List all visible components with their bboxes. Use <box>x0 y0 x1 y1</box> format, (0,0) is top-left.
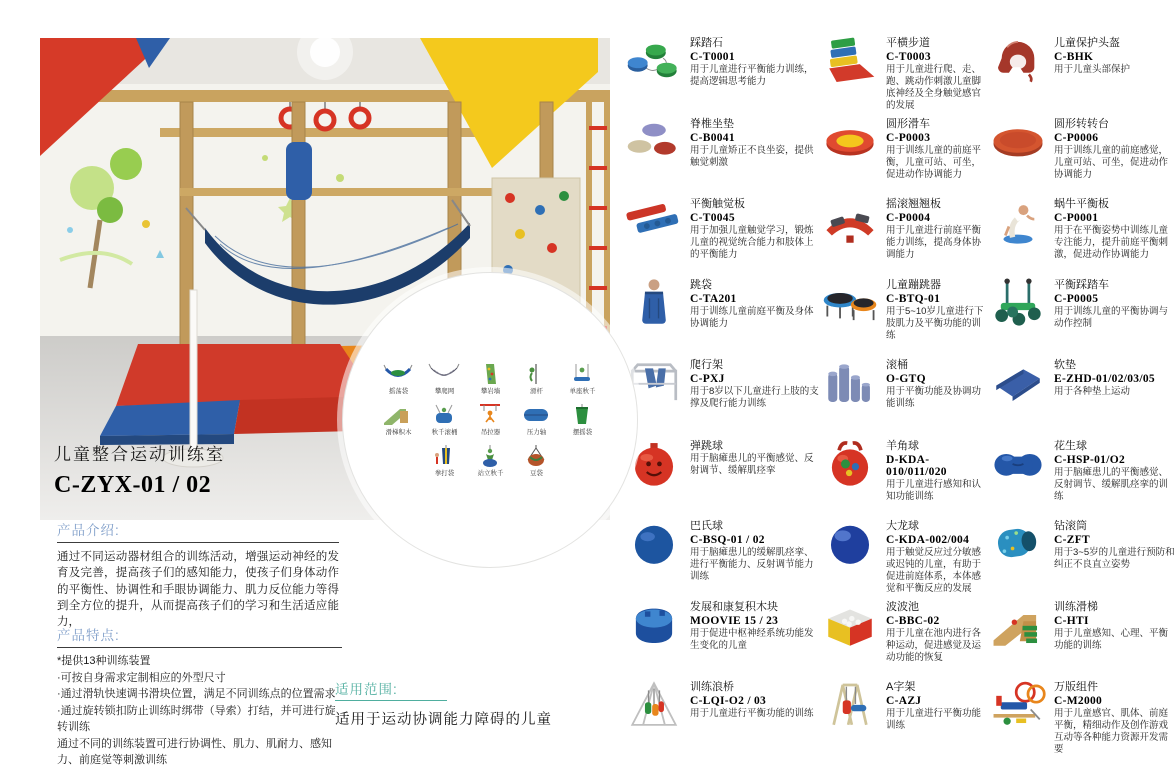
multi-kit-icon <box>988 676 1048 732</box>
product-cell <box>820 113 988 181</box>
product-text <box>690 193 820 261</box>
product-name: 万版组件 <box>1054 681 1098 693</box>
product-name: 弹跳球 <box>690 439 723 452</box>
product-model: D-KDA-010/011/020 <box>886 453 947 478</box>
product-name: 跳袋 <box>690 278 712 291</box>
product-description: 用于儿童进行平衡能力训练，提高逻辑思考能力 <box>690 64 814 88</box>
device-mini-item <box>472 444 509 478</box>
turntable-icon <box>988 113 1048 169</box>
product-text <box>886 435 988 503</box>
product-name: 波波池 <box>886 600 919 613</box>
product-cell <box>624 274 820 330</box>
product-model: O-GTQ <box>886 373 926 385</box>
product-description: 用于训练儿童的前庭感觉，儿童可站、可坐，促进动作协调能力 <box>1054 144 1169 180</box>
product-cell <box>988 32 1176 88</box>
device-mini-label: 摆摇袋 <box>572 429 592 436</box>
product-description: 用于触觉反应过分敏感或迟钝的儿童，有助于促进前庭体系，本体感觉和平衡反应的发展 <box>886 547 982 595</box>
intro-heading: 产品介绍: <box>57 519 339 543</box>
product-name: 钻滚筒 <box>1054 520 1087 532</box>
product-model: C-BTQ-01 <box>886 292 941 305</box>
product-cell <box>624 32 820 88</box>
device-mini-label: 滑梯积木 <box>385 429 411 436</box>
device-mini-label: 站立秋千 <box>477 470 503 477</box>
product-text <box>1054 676 1176 757</box>
range-body: 适用于运动协调能力障碍的儿童 <box>335 712 552 728</box>
product-description: 用于8岁以下儿童进行上肢的支撑及爬行能力训练 <box>690 386 819 410</box>
product-description: 用于儿童进行平衡功能训练 <box>886 708 982 732</box>
product-text <box>1054 596 1176 652</box>
product-model: C-P0003 <box>886 131 931 144</box>
round-scooter-icon <box>820 113 880 169</box>
product-model: C-BBC-02 <box>886 614 940 627</box>
product-name: 平衡触觉板 <box>690 198 745 210</box>
product-name: 羊角球 <box>886 439 919 452</box>
mini-slide-pole <box>518 362 555 386</box>
product-description: 用于儿童进行爬、走、跑、跳动作刺激儿童脚底神经及全身触觉感官的发展 <box>886 64 982 112</box>
product-name: A字架 <box>886 681 916 693</box>
device-mini-item <box>518 403 555 437</box>
device-mini-label: 吊拉器 <box>480 429 500 436</box>
bobath-ball-icon <box>624 515 684 571</box>
product-description: 用于儿童进行平衡功能的训练 <box>690 708 814 719</box>
device-inset-circle <box>342 272 638 568</box>
product-model: C-BHK <box>1054 51 1094 63</box>
product-cell <box>820 596 988 664</box>
product-text <box>886 193 988 261</box>
product-description: 用于训练儿童的平衡协调与动作控制 <box>1054 305 1169 329</box>
device-mini-label: 攀爬网 <box>434 388 454 395</box>
product-cell <box>820 676 988 732</box>
product-text <box>886 596 988 664</box>
product-description: 用于3~5岁的儿童进行预防和纠正不良直立姿势 <box>1054 547 1175 571</box>
product-text <box>1054 32 1176 76</box>
product-cell <box>988 274 1176 330</box>
dragon-ball-icon <box>820 515 880 571</box>
product-cell <box>988 515 1176 571</box>
product-name: 蜗牛平衡板 <box>1054 198 1109 210</box>
ball-pit-icon <box>820 596 880 652</box>
feature-item: 通过不同的训练装置可进行协调性、肌力、肌耐力、感知力、前庭觉等刺激训练 <box>57 737 332 766</box>
device-mini-item <box>564 403 601 437</box>
jump-bag-icon <box>624 274 684 330</box>
device-mini-item <box>472 362 509 396</box>
device-mini-label: 摇荡袋 <box>388 388 408 395</box>
a-frame-icon <box>820 676 880 732</box>
product-text <box>886 515 988 596</box>
product-name: 摇滚翘翘板 <box>886 198 941 210</box>
product-model: C-P0005 <box>1054 292 1099 305</box>
product-text <box>886 32 988 113</box>
mini-climb-wall <box>472 362 509 386</box>
features-heading: 产品特点: <box>57 624 342 648</box>
product-text <box>886 354 988 410</box>
device-mini-item <box>518 362 555 396</box>
product-name: 发展和康复积木块 <box>690 600 778 613</box>
device-mini-item <box>564 362 601 396</box>
product-cell <box>988 435 1176 503</box>
product-model: C-T0001 <box>690 51 735 63</box>
product-name: 儿童保护头盔 <box>1054 37 1120 49</box>
mini-stand-swing <box>472 444 509 468</box>
product-cell <box>820 32 988 113</box>
spine-cushion-icon <box>624 113 684 169</box>
features-list <box>57 653 342 769</box>
product-text <box>1054 193 1176 261</box>
product-catalog-grid <box>624 32 1176 757</box>
product-description: 用于儿童进行前庭平衡能力训练，提高身体协调能力 <box>886 225 982 261</box>
wave-bridge-icon <box>624 676 684 732</box>
device-mini-item <box>426 362 463 396</box>
product-text <box>690 676 820 720</box>
feature-item: ·通过旋转锁扣防止训练时绑带（导索）打结，并可进行旋转训练 <box>57 704 336 733</box>
rocker-board-icon <box>820 193 880 249</box>
product-text <box>690 113 820 169</box>
product-description: 用于儿童在池内进行各种运动，促进感觉及运动功能的恢复 <box>886 627 982 663</box>
product-name: 踩踏石 <box>690 37 723 49</box>
product-text <box>886 676 988 732</box>
product-name: 儿童蹦跳器 <box>886 278 941 291</box>
product-name: 花生球 <box>1054 439 1087 452</box>
product-text <box>1054 274 1176 330</box>
product-description: 用于训练儿童前庭平衡及身体协调能力 <box>690 305 814 329</box>
room-model: C-ZYX-01 / 02 <box>54 472 212 498</box>
product-cell <box>820 193 988 261</box>
room-title-block <box>54 440 225 499</box>
snail-board-icon <box>988 193 1048 249</box>
product-cell <box>624 596 820 652</box>
product-text <box>1054 435 1176 503</box>
horn-ball-icon <box>820 435 880 491</box>
mini-trapeze <box>472 403 509 427</box>
peanut-ball-icon <box>988 435 1048 491</box>
intro-body: 通过不同运动器材组合的训练活动，增强运动神经的发育及完善，提高孩子们的感知能力，使孩子们身体动作的平衡性、协调性和手眼协调能力、肌力反位能力等得到全方位的提升，从而提高孩子们的学习和生活适应能力， <box>57 551 339 629</box>
product-cell <box>820 274 988 342</box>
mini-punch-bag <box>426 444 463 468</box>
device-mini-label: 拳打袋 <box>434 470 454 477</box>
section-intro <box>57 519 339 631</box>
product-cell <box>988 113 1176 181</box>
product-description: 用于脑瘫患儿的平衡感觉、反射调节、缓解肌痉挛 <box>690 452 814 476</box>
device-mini-label: 单座秋千 <box>569 388 595 395</box>
product-description: 用于儿童进行感知和认知功能训练 <box>886 478 982 502</box>
room-title: 儿童整合运动训练室 <box>54 445 225 464</box>
balance-path-icon <box>820 32 880 88</box>
product-name: 平横步道 <box>886 37 930 49</box>
device-mini-label: 秋千滚桶 <box>431 429 457 436</box>
product-name: 爬行架 <box>690 359 723 371</box>
feature-item: ·可按自身需求定制相应的外型尺寸 <box>57 671 226 684</box>
product-text <box>690 32 820 88</box>
mini-barrel-swing <box>426 403 463 427</box>
product-text <box>690 354 820 410</box>
product-name: 圆形转转台 <box>1054 117 1109 130</box>
product-name: 巴氏球 <box>690 520 723 532</box>
product-model: C-TA201 <box>690 292 737 305</box>
feature-item: *提供13种训练装置 <box>57 655 151 667</box>
product-text <box>1054 515 1176 571</box>
product-description: 用于儿童感官、肌体、前庭平衡，精细动作及创作游戏互动等各种能力资源开发需要 <box>1054 708 1169 756</box>
mini-slide-blocks <box>380 403 417 427</box>
device-mini-label: 压力轴 <box>526 429 546 436</box>
mini-climb-net <box>426 362 463 386</box>
device-mini-item <box>518 444 555 478</box>
product-model: C-LQI-O2 / 03 <box>690 695 767 707</box>
mini-hammock-bag <box>380 362 417 386</box>
product-text <box>690 274 820 330</box>
product-text <box>1054 354 1176 398</box>
product-cell <box>624 113 820 169</box>
product-cell <box>820 435 988 503</box>
product-text <box>690 515 820 583</box>
product-description: 用于儿童头部保护 <box>1054 64 1131 75</box>
mini-pressure-roller <box>518 403 555 427</box>
product-text <box>886 274 988 342</box>
product-text <box>1054 113 1176 181</box>
helmet-icon <box>988 32 1048 88</box>
product-cell <box>820 354 988 410</box>
mini-sway-bag <box>564 403 601 427</box>
product-cell <box>988 193 1176 261</box>
product-name: 平衡踩踏车 <box>1054 278 1109 291</box>
product-model: C-P0004 <box>886 212 931 224</box>
product-cell <box>624 435 820 491</box>
device-mini-label: 攀岩墙 <box>480 388 500 395</box>
product-model: C-KDA-002/004 <box>886 534 970 546</box>
device-mini-item <box>380 362 417 396</box>
product-model: C-T0003 <box>886 51 931 63</box>
product-model: C-BSQ-01 / 02 <box>690 534 765 546</box>
product-cell <box>820 515 988 596</box>
product-model: C-B0041 <box>690 131 735 144</box>
device-mini-label: 豆袋 <box>529 470 543 477</box>
device-mini-item <box>426 444 463 478</box>
product-model: C-AZJ <box>886 695 922 707</box>
product-cell <box>988 354 1176 410</box>
product-model: C-HTI <box>1054 614 1089 627</box>
product-cell <box>624 676 820 732</box>
product-text <box>886 113 988 181</box>
product-cell <box>624 354 820 410</box>
product-model: MOOVIE 15 / 23 <box>690 614 779 627</box>
product-model: E-ZHD-01/02/03/05 <box>1054 373 1155 385</box>
product-model: C-ZFT <box>1054 534 1090 546</box>
product-model: C-PXJ <box>690 373 725 385</box>
product-name: 大龙球 <box>886 520 919 532</box>
pedal-cart-icon <box>988 274 1048 330</box>
product-description: 用于5~10岁儿童进行下肢肌力及平衡功能的训练 <box>886 305 984 341</box>
product-description: 用于脑瘫患儿的平衡感觉、反射调节、缓解肌痉挛的训练 <box>1054 466 1169 502</box>
product-name: 圆形滑车 <box>886 117 930 130</box>
device-mini-grid <box>372 362 608 478</box>
product-text <box>690 596 820 652</box>
product-description: 用于儿童感知、心理、平衡功能的训练 <box>1054 627 1169 651</box>
feature-item: ·通过滑轨快速调书滑块位置，满足不同训练点的位置需求 <box>57 688 336 700</box>
product-description: 用于各种垫上运动 <box>1054 386 1131 397</box>
product-cell <box>624 193 820 261</box>
product-cell <box>988 676 1176 757</box>
product-model: C-P0001 <box>1054 212 1099 224</box>
product-cell <box>988 596 1176 652</box>
section-range <box>335 678 605 729</box>
product-name: 训练滑梯 <box>1054 600 1098 613</box>
product-model: C-HSP-01/O2 <box>1054 453 1126 466</box>
drill-roller-icon <box>988 515 1048 571</box>
mini-single-swing <box>564 362 601 386</box>
product-model: C-P0006 <box>1054 131 1099 144</box>
product-model: C-T0045 <box>690 212 735 224</box>
product-description: 用于在平衡姿势中训练儿童专注能力，提升前庭平衡刺激，促进动作协调能力 <box>1054 225 1169 261</box>
mini-bean-bag <box>518 444 555 468</box>
tactile-board-icon <box>624 193 684 249</box>
product-text <box>690 435 820 477</box>
device-mini-item <box>380 403 417 437</box>
product-description: 用于加强儿童触觉学习，锻炼儿童的视觉统合能力和肢体上的平衡能力 <box>690 225 814 261</box>
stepping-stones-icon <box>624 32 684 88</box>
product-description: 用于脑瘫患儿的缓解肌痉挛、进行平衡能力、反射调节能力训练 <box>690 547 814 583</box>
product-name: 滚桶 <box>886 359 908 371</box>
device-mini-item <box>426 403 463 437</box>
trampoline-icon <box>820 274 880 330</box>
roll-tubes-icon <box>820 354 880 410</box>
soft-mat-icon <box>988 354 1048 410</box>
product-description: 用于平衡功能及协调功能训练 <box>886 386 982 410</box>
product-description: 用于儿童矫正不良坐姿，提供触觉刺激 <box>690 144 814 168</box>
product-name: 训练浪桥 <box>690 681 734 693</box>
range-heading: 适用范围: <box>335 678 447 701</box>
product-description: 用于促进中枢神经系统功能发生变化的儿童 <box>690 627 814 651</box>
device-mini-item <box>472 403 509 437</box>
product-model: C-M2000 <box>1054 695 1103 707</box>
training-slide-icon <box>988 596 1048 652</box>
device-mini-label: 滑杆 <box>529 388 543 395</box>
section-features <box>57 624 342 769</box>
product-name: 脊椎坐垫 <box>690 117 734 130</box>
rehab-block-icon <box>624 596 684 652</box>
product-description: 用于训练儿童的前庭平衡，儿童可站、可坐，促进动作协调能力 <box>886 144 982 180</box>
product-cell <box>624 515 820 583</box>
product-name: 软垫 <box>1054 359 1076 371</box>
